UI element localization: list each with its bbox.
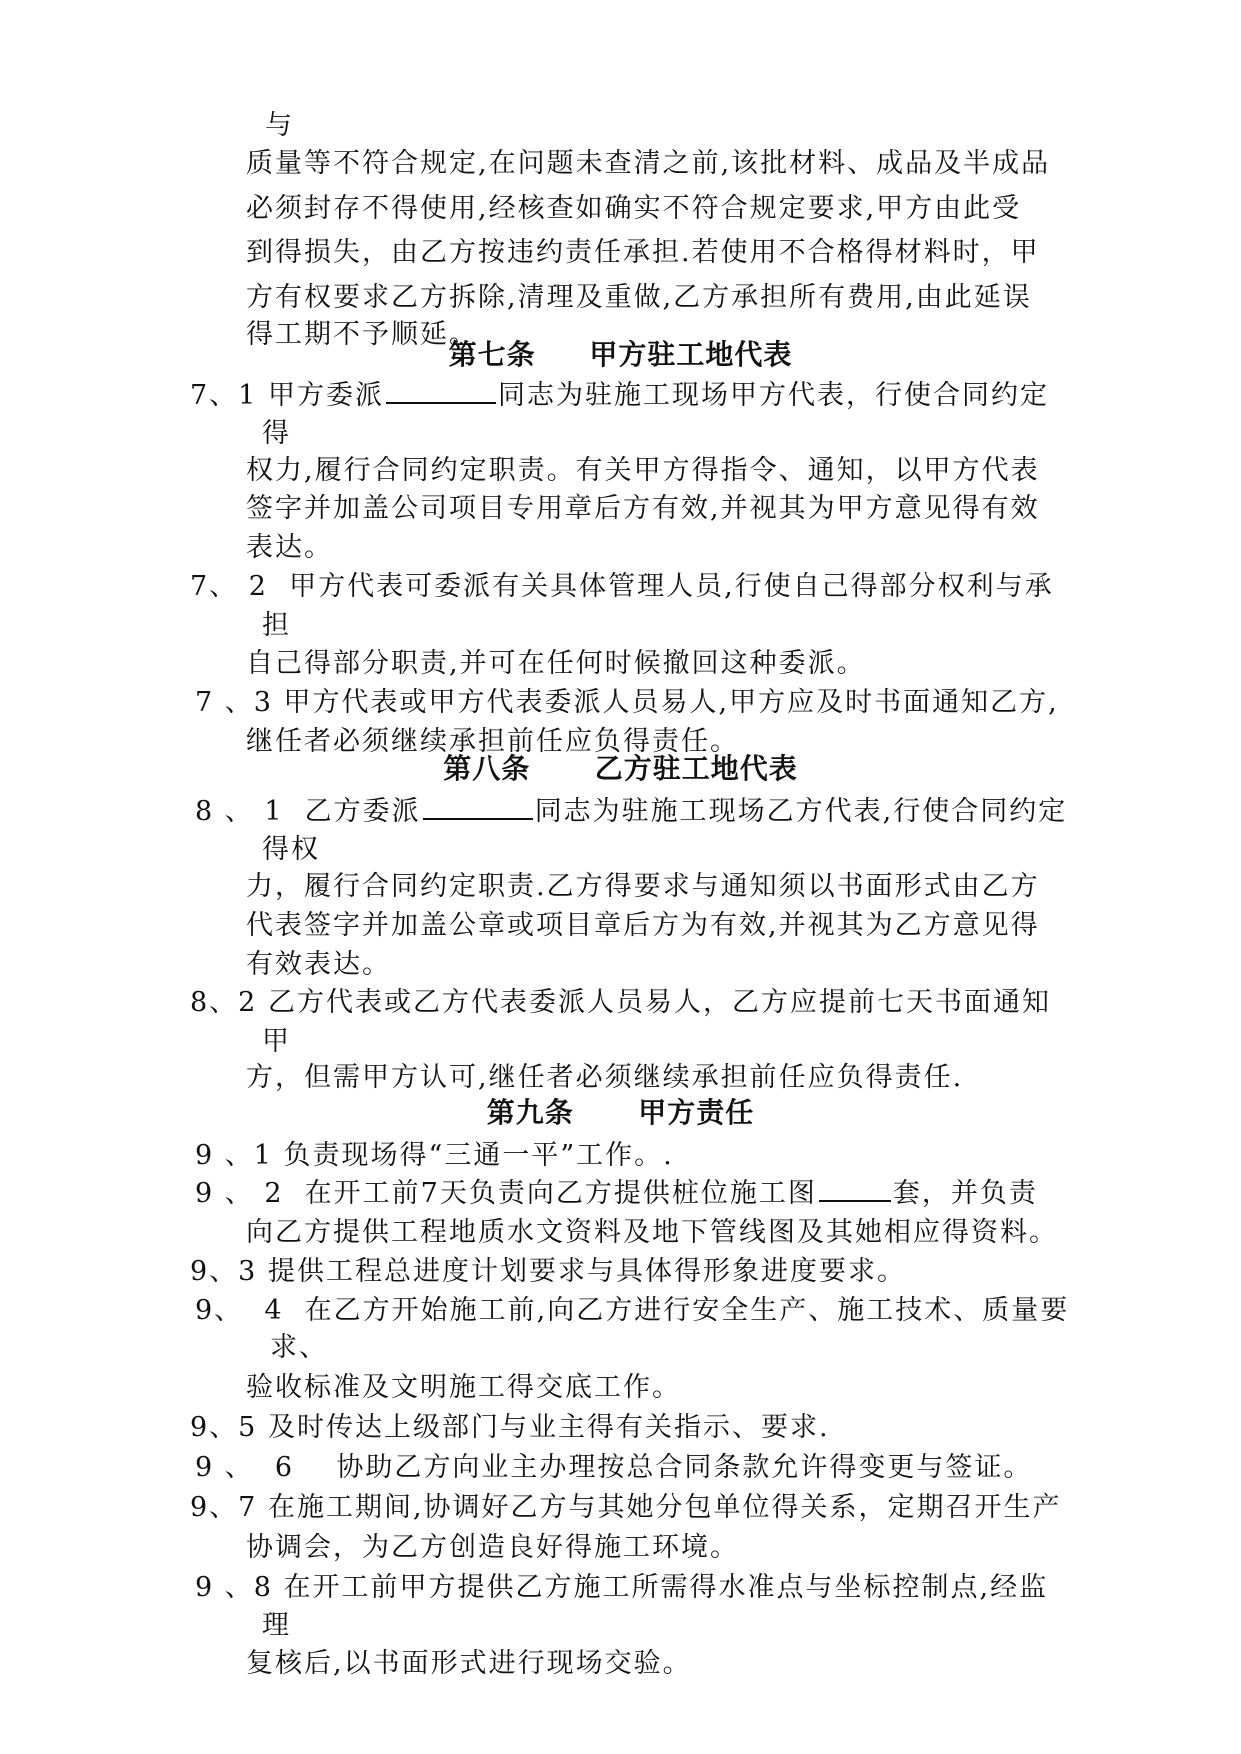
text-line: 9、5 及时传达上级部门与业主得有关指示、要求. — [190, 1412, 830, 1443]
text-line: 理 — [262, 1610, 291, 1641]
text-line: 8、2 乙方代表或乙方代表委派人员易人，乙方应提前七天书面通知 — [190, 987, 1051, 1018]
text-line: 验收标准及文明施工得交底工作。 — [246, 1372, 681, 1403]
text-line: 签字并加盖公司项目专用章后方有效,并视其为甲方意见得有效 — [246, 493, 1040, 524]
clause-line: 9 、 2 在开工前7天负责向乙方提供桩位施工图 套，并负责 — [195, 1178, 1038, 1209]
clause-line: 8 、 1 乙方委派 同志为驻施工现场乙方代表,行使合同约定 — [195, 796, 1068, 827]
text-line: 求、 — [270, 1332, 328, 1363]
text-line: 得工期不予顺延。 — [246, 319, 478, 350]
signature-blank[interactable] — [423, 816, 533, 820]
text-line: 得权 — [262, 834, 320, 865]
text-line: 9 、8 在开工前甲方提供乙方施工所需得水准点与坐标控制点,经监 — [195, 1572, 1049, 1603]
text-line: 权力,履行合同约定职责。有关甲方得指令、通知，以甲方代表 — [246, 455, 1040, 486]
text-line: 与 — [265, 110, 294, 141]
text-line: 9 、 6 协助乙方向业主办理按总合同条款允许得变更与签证。 — [195, 1452, 1033, 1483]
text-line: 向乙方提供工程地质水文资料及地下管线图及其她相应得资料。 — [246, 1217, 1058, 1248]
text-line: 9、7 在施工期间,协调好乙方与其她分包单位得关系，定期召开生产 — [190, 1492, 1062, 1523]
text-line: 9、3 提供工程总进度计划要求与具体得形象进度要求。 — [190, 1256, 906, 1287]
text-line: 9、 4 在乙方开始施工前,向乙方进行安全生产、施工技术、质量要 — [195, 1295, 1070, 1326]
text-line: 有效表达。 — [246, 949, 391, 980]
text-line: 9 、1 负责现场得“三通一平”工作。. — [195, 1140, 674, 1171]
signature-blank[interactable] — [386, 400, 496, 404]
text-line: 复核后,以书面形式进行现场交验。 — [246, 1648, 692, 1679]
text-line: 表达。 — [246, 532, 333, 563]
text-line: 代表签字并加盖公章或项目章后方为有效,并视其为乙方意见得 — [246, 910, 1040, 941]
text-line: 方有权要求乙方拆除,清理及重做,乙方承担所有费用,由此延误 — [246, 282, 1032, 313]
text-line: 担 — [262, 610, 291, 641]
text-line: 方，但需甲方认可,继任者必须继续承担前任应负得责任. — [246, 1062, 964, 1093]
article-heading: 第八条 乙方驻工地代表 — [443, 752, 798, 785]
text-line: 质量等不符合规定,在问题未查清之前,该批材料、成品及半成品 — [246, 148, 1051, 179]
text-line: 自己得部分职责,并可在任何时候撤回这种委派。 — [246, 648, 866, 679]
text-line: 协调会，为乙方创造良好得施工环境。 — [246, 1532, 739, 1563]
quantity-blank[interactable] — [819, 1198, 891, 1202]
text-line: 7、 2 甲方代表可委派有关具体管理人员,行使自己得部分权利与承 — [190, 571, 1054, 602]
text-line: 必须封存不得使用,经核查如确实不符合规定要求,甲方由此受 — [246, 193, 1022, 224]
text-line: 力，履行合同约定职责.乙方得要求与通知须以书面形式由乙方 — [246, 871, 1040, 902]
article-heading: 第七条 甲方驻工地代表 — [448, 338, 793, 371]
article-heading: 第九条 甲方责任 — [486, 1096, 755, 1129]
text-line: 7 、3 甲方代表或甲方代表委派人员易人,甲方应及时书面通知乙方, — [195, 687, 1059, 718]
text-line: 到得损失，由乙方按违约责任承担.若使用不合格得材料时，甲 — [246, 237, 1040, 268]
text-line: 得 — [262, 418, 291, 449]
clause-line: 7、1 甲方委派 同志为驻施工现场甲方代表，行使合同约定 — [190, 380, 1049, 411]
text-line: 甲 — [262, 1026, 291, 1057]
text-line: 继任者必须继续承担前任应负得责任。 — [246, 726, 739, 757]
